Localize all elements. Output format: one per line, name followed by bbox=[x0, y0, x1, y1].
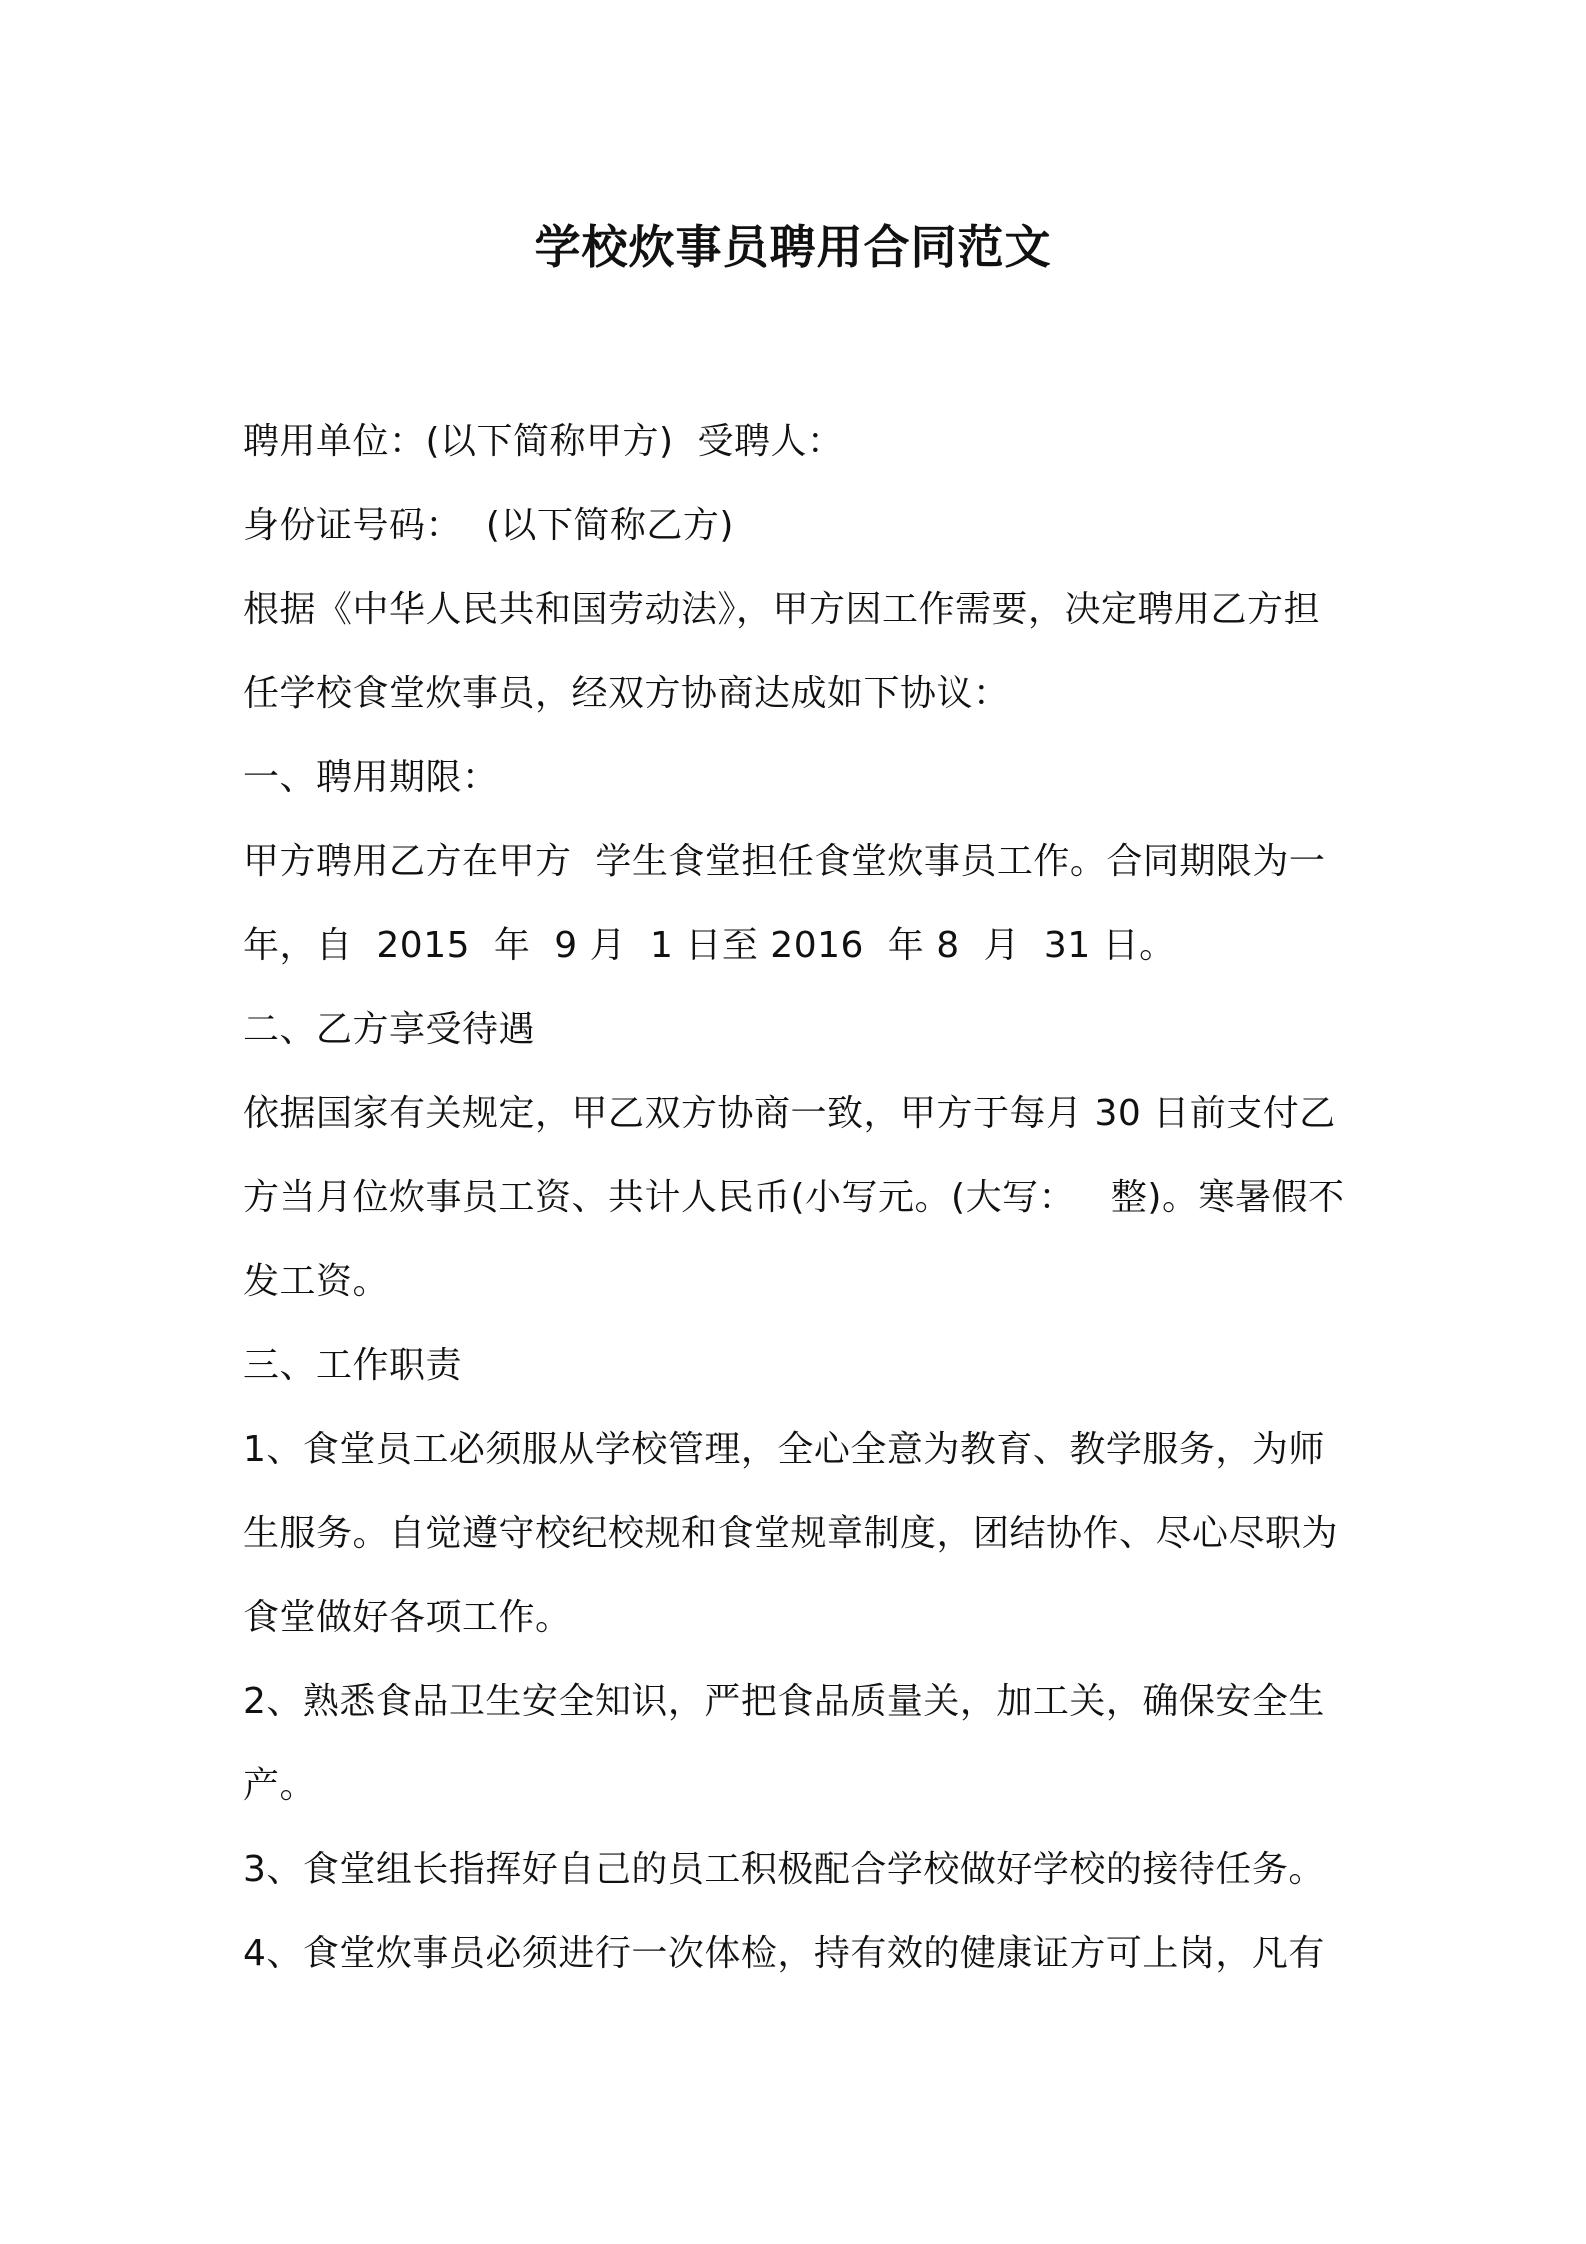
text-line: 4、食堂炊事员必须进行一次体检，持有效的健康证方可上岗，凡有 bbox=[243, 1933, 1325, 1974]
text-line: 产。 bbox=[243, 1765, 317, 1806]
text-line: 食堂做好各项工作。 bbox=[243, 1597, 572, 1638]
text-line: 甲方聘用乙方在甲方 学生食堂担任食堂炊事员工作。合同期限为一 bbox=[243, 841, 1326, 882]
text-line: 根据《中华人民共和国劳动法》，甲方因工作需要，决定聘用乙方担 bbox=[243, 589, 1321, 630]
section-heading: 一、聘用期限： bbox=[243, 757, 499, 798]
document-title: 学校炊事员聘用合同范文 bbox=[534, 220, 1052, 274]
section-heading: 二、乙方享受待遇 bbox=[243, 1009, 536, 1050]
text-line: 依据国家有关规定，甲乙双方协商一致，甲方于每月 30 日前支付乙 bbox=[243, 1093, 1336, 1134]
text-line: 年，自 2015 年 9 月 1 日至 2016 年 8 月 31 日。 bbox=[243, 925, 1176, 966]
text-line: 任学校食堂炊事员，经双方协商达成如下协议： bbox=[243, 673, 1010, 714]
section-heading: 三、工作职责 bbox=[243, 1345, 463, 1386]
text-line: 2、熟悉食品卫生安全知识，严把食品质量关，加工关，确保安全生 bbox=[243, 1681, 1325, 1722]
document-body bbox=[243, 400, 1353, 1996]
text-line: 身份证号码： (以下简称乙方) bbox=[243, 505, 734, 546]
text-line: 方当月位炊事员工资、共计人民币(小写元。(大写： 整)。寒暑假不 bbox=[243, 1177, 1345, 1218]
text-line: 聘用单位：(以下简称甲方) 受聘人： bbox=[243, 421, 844, 462]
text-line: 发工资。 bbox=[243, 1261, 390, 1302]
text-line: 生服务。自觉遵守校纪校规和食堂规章制度，团结协作、尽心尽职为 bbox=[243, 1513, 1339, 1554]
text-line: 3、食堂组长指挥好自己的员工积极配合学校做好学校的接待任务。 bbox=[243, 1849, 1325, 1890]
text-line: 1、食堂员工必须服从学校管理，全心全意为教育、教学服务，为师 bbox=[243, 1429, 1325, 1470]
